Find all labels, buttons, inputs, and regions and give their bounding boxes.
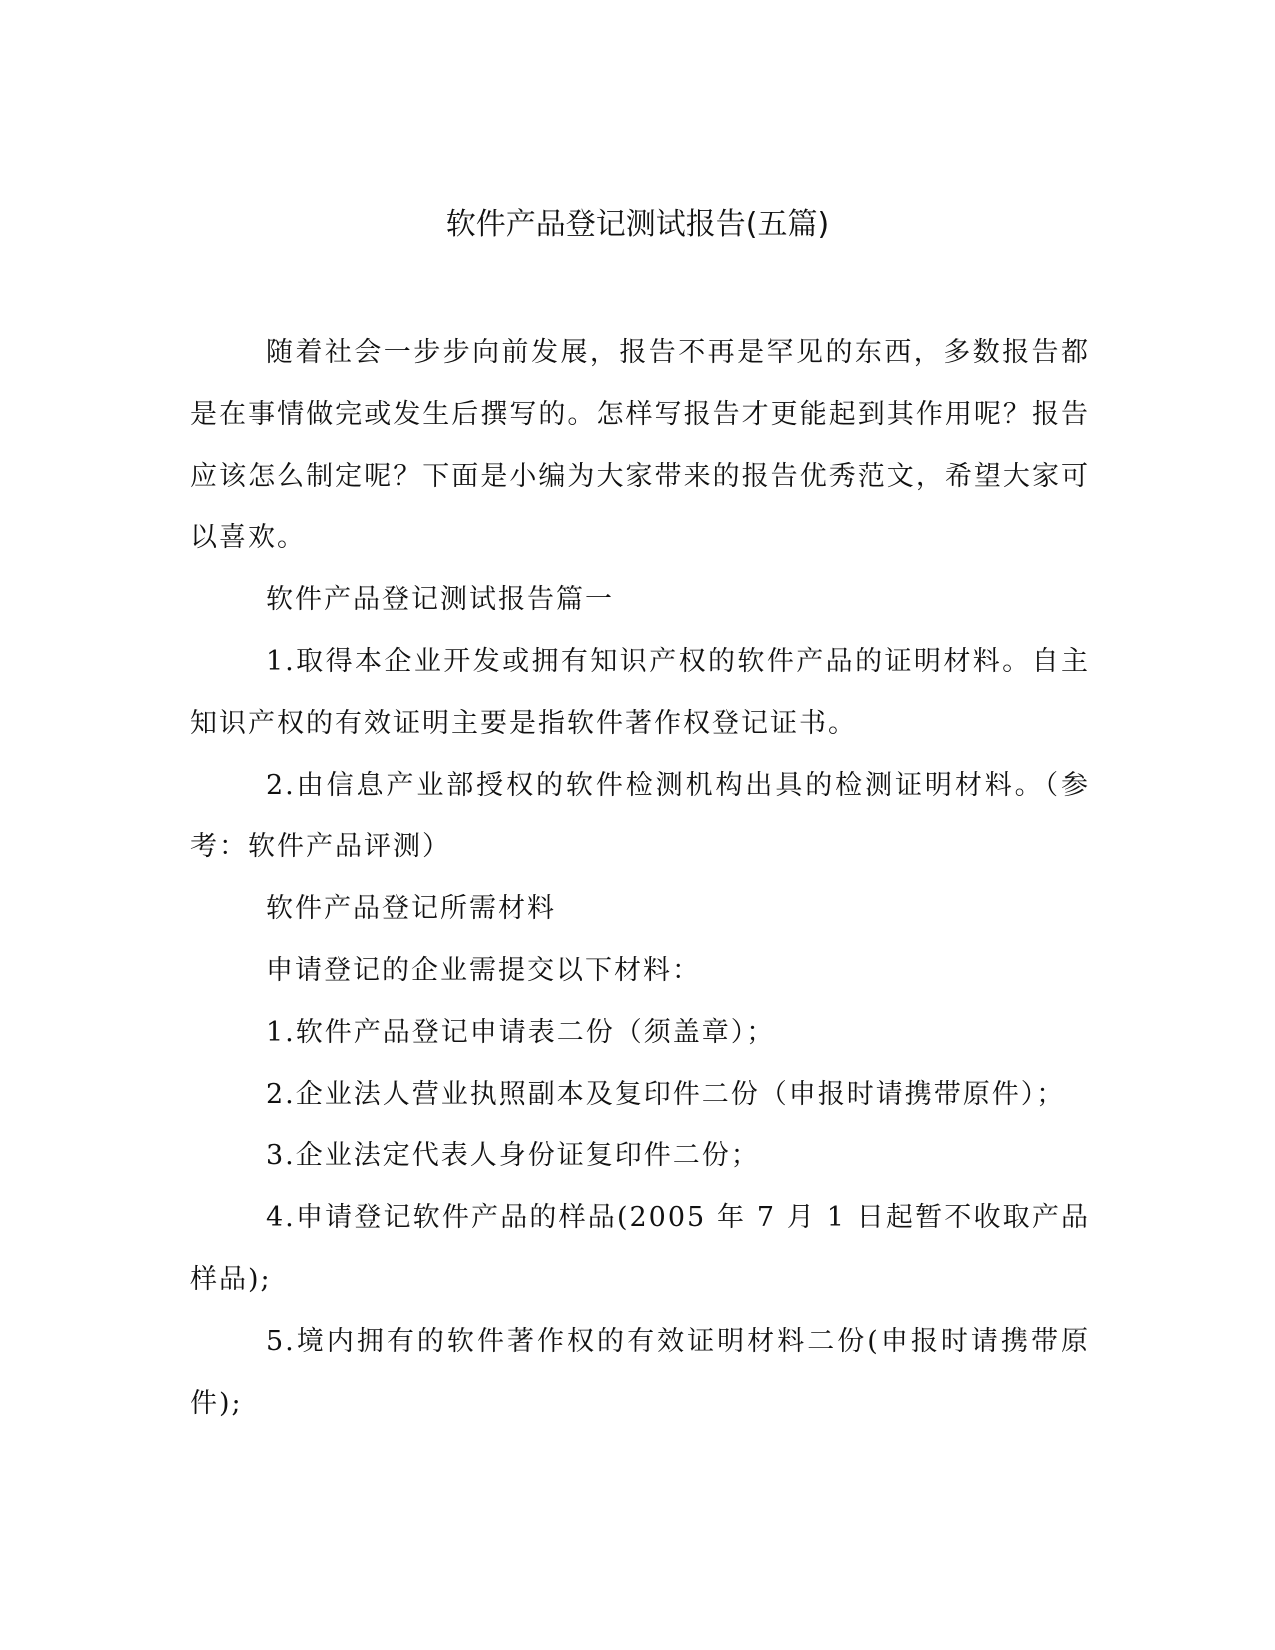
- section-heading: 软件产品登记测试报告篇一: [266, 584, 614, 616]
- body-paragraph: 申请登记的企业需提交以下材料：: [266, 954, 701, 986]
- subsection-heading: 软件产品登记所需材料: [266, 893, 556, 925]
- document-title: 软件产品登记测试报告(五篇): [445, 207, 830, 242]
- body-paragraph: 1.取得本企业开发或拥有知识产权的软件产品的证明材料。自主知识产权的有效证明主要是指软件著作权登记证书。: [190, 645, 1090, 739]
- body-paragraph: 2.由信息产业部授权的软件检测机构出具的检测证明材料。（参考：软件产品评测）: [190, 769, 1090, 863]
- document-body: [190, 322, 1090, 1434]
- list-item: 2.企业法人营业执照副本及复印件二份（申报时请携带原件）；: [266, 1078, 1066, 1110]
- intro-paragraph: 随着社会一步步向前发展，报告不再是罕见的东西，多数报告都是在事情做完或发生后撰写的。怎样写报告才更能起到其作用呢？报告应该怎么制定呢？下面是小编为大家带来的报告优秀范文，希望大家可以喜欢。: [190, 337, 1090, 554]
- list-item: 3.企业法定代表人身份证复印件二份；: [266, 1140, 760, 1172]
- list-item: 1.软件产品登记申请表二份（须盖章）；: [266, 1016, 776, 1048]
- list-item: 5.境内拥有的软件著作权的有效证明材料二份(申报时请携带原件);: [190, 1325, 1090, 1419]
- list-item: 4.申请登记软件产品的样品(2005 年 7 月 1 日起暂不收取产品样品);: [190, 1202, 1090, 1295]
